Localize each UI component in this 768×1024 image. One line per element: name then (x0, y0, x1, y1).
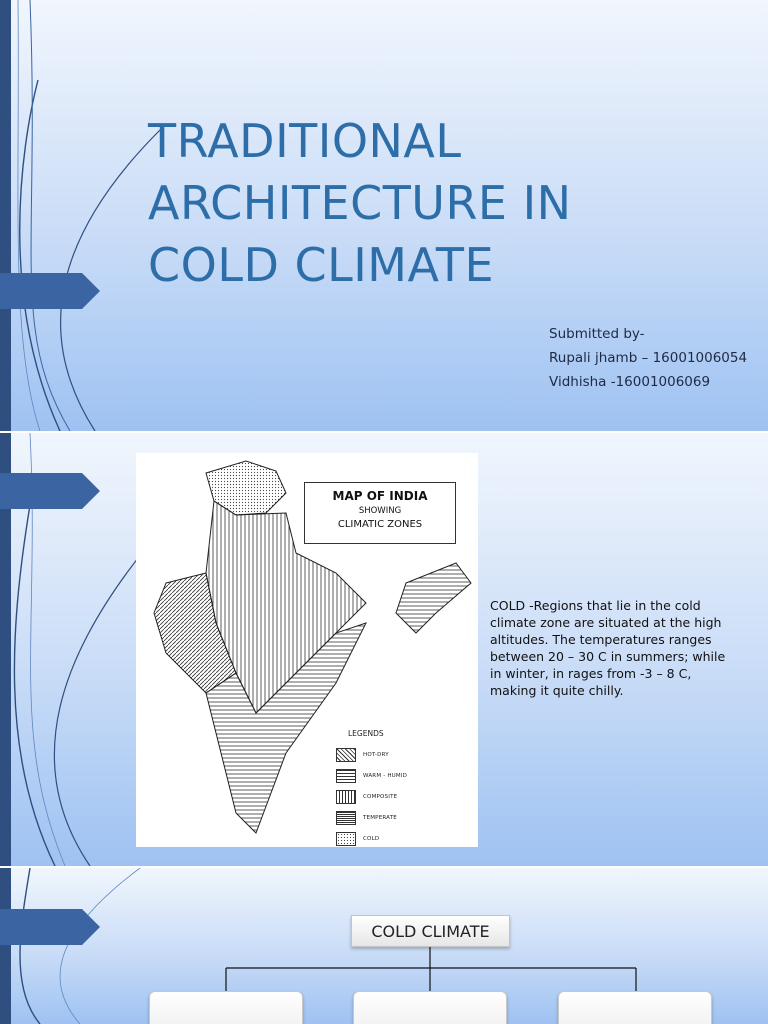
title-line: ARCHITECTURE IN (148, 176, 572, 230)
map-subtitle: CLIMATIC ZONES (337, 519, 423, 530)
legend-label: HOT-DRY (363, 751, 389, 758)
title-slide (0, 0, 768, 431)
climate-map-slide (0, 433, 768, 866)
legend-swatch (336, 748, 356, 762)
submission-info (549, 322, 747, 394)
author-line: Rupali jhamb – 16001006054 (549, 350, 748, 366)
legend-item (336, 744, 407, 765)
legend-swatch (336, 832, 356, 846)
author-line: Vidhisha -16001006069 (549, 374, 711, 390)
legend-label: COMPOSITE (363, 793, 398, 800)
legend-label: TEMPERATE (363, 814, 397, 821)
legend-swatch (336, 811, 356, 825)
slide-title (148, 110, 748, 296)
title-line: COLD CLIMATE (148, 238, 495, 292)
legend-item (336, 828, 407, 849)
legend-item (336, 765, 407, 786)
map-title-box (304, 482, 456, 544)
india-climate-map (136, 453, 478, 847)
slide-arrow-tab (0, 273, 100, 309)
submitted-by-label: Submitted by- (549, 326, 645, 342)
legend-item (336, 807, 407, 828)
title-line: TRADITIONAL (148, 114, 462, 168)
hierarchy-slide (0, 868, 768, 1024)
map-showing: SHOWING (358, 506, 402, 516)
legend-label: COLD (363, 835, 380, 842)
legend-heading: LEGENDS (348, 729, 384, 738)
legend-swatch (336, 790, 356, 804)
org-chart-child-node (353, 991, 507, 1024)
org-chart-child-node (558, 991, 712, 1024)
map-title: MAP OF INDIA (332, 489, 428, 503)
cold-region-description: COLD -Regions that lie in the cold climate zone are situated at the high altitudes. The temperatures ranges between 20 – 30 C in summers; while in winter, in rages from -3 – 8 C, making it quite chilly. (490, 598, 726, 698)
org-chart-child-node (149, 991, 303, 1024)
org-chart-root-node: COLD CLIMATE (351, 915, 510, 947)
legend-swatch (336, 769, 356, 783)
slide-arrow-tab (0, 473, 100, 509)
map-legend (336, 729, 407, 849)
legend-label: WARM - HUMID (363, 772, 408, 779)
legend-item (336, 786, 407, 807)
